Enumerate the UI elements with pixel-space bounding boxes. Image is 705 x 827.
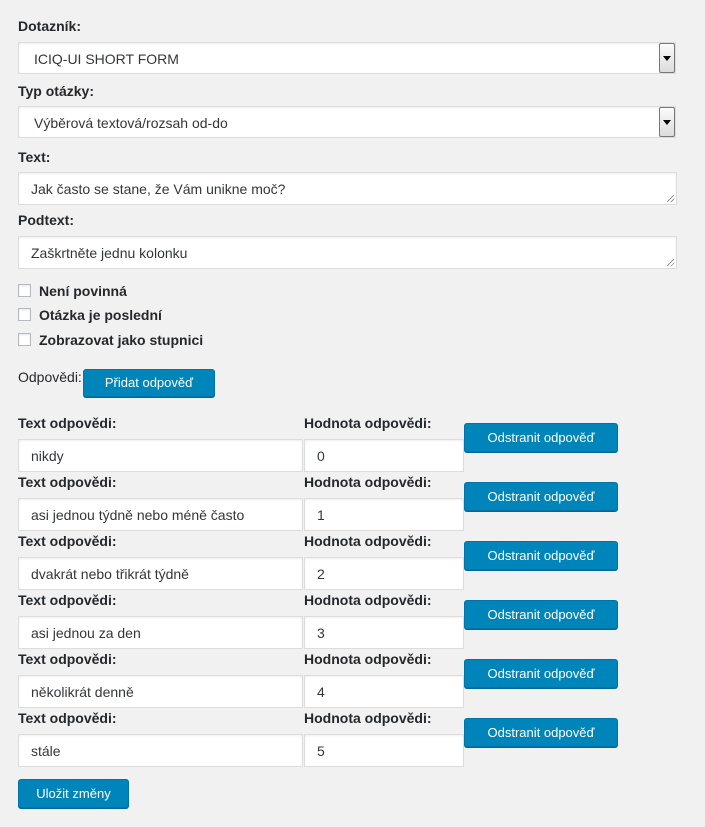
subtext-field[interactable] — [18, 236, 677, 269]
answer-text-input[interactable] — [18, 675, 303, 708]
last-question-checkbox[interactable] — [18, 308, 31, 321]
answer-text-label: Text odpovědi: — [18, 592, 117, 608]
answer-value-input[interactable] — [304, 616, 464, 649]
question-text-field[interactable] — [18, 172, 677, 205]
answer-text-label: Text odpovědi: — [18, 710, 117, 726]
answer-value-value: 3 — [317, 625, 325, 641]
remove-answer-button[interactable]: Odstranit odpověď — [464, 482, 618, 511]
answer-text-value: několikrát denně — [31, 684, 134, 700]
show-as-scale-checkbox[interactable] — [18, 333, 31, 346]
answer-value-value: 2 — [317, 566, 325, 582]
subtext-label: Podtext: — [18, 212, 74, 228]
resize-grip-icon[interactable] — [667, 259, 674, 266]
not-required-checkbox[interactable] — [18, 284, 31, 297]
chevron-down-icon[interactable] — [659, 107, 675, 137]
answer-value-value: 5 — [317, 743, 325, 759]
resize-grip-icon[interactable] — [667, 195, 674, 202]
answer-value-input[interactable] — [304, 498, 464, 531]
answer-text-value: asi jednou za den — [31, 625, 141, 641]
answer-value-input[interactable] — [304, 734, 464, 767]
answer-value-label: Hodnota odpovědi: — [304, 474, 432, 490]
answer-text-input[interactable] — [18, 557, 303, 590]
answer-text-input[interactable] — [18, 616, 303, 649]
question-text-value: Jak často se stane, že Vám unikne moč? — [31, 181, 286, 197]
answer-value-value: 1 — [317, 507, 325, 523]
chevron-down-icon[interactable] — [659, 43, 675, 73]
answer-value-input[interactable] — [304, 675, 464, 708]
answer-text-value: stále — [31, 743, 61, 759]
text-label: Text: — [18, 149, 51, 165]
add-answer-button[interactable]: Přidat odpověď — [83, 369, 215, 397]
questionnaire-label: Dotazník: — [18, 18, 81, 34]
answer-value-label: Hodnota odpovědi: — [304, 651, 432, 667]
remove-answer-button[interactable]: Odstranit odpověď — [464, 659, 618, 688]
answer-text-input[interactable] — [18, 439, 303, 472]
show-as-scale-label: Zobrazovat jako stupnici — [39, 332, 204, 348]
remove-answer-button[interactable]: Odstranit odpověď — [464, 718, 618, 747]
answer-value-value: 0 — [317, 448, 325, 464]
save-button[interactable]: Uložit změny — [18, 779, 129, 808]
answers-label: Odpovědi: — [18, 369, 82, 385]
questionnaire-select-value: ICIQ-UI SHORT FORM — [34, 51, 179, 67]
answer-value-label: Hodnota odpovědi: — [304, 710, 432, 726]
answer-value-label: Hodnota odpovědi: — [304, 592, 432, 608]
answer-value-value: 4 — [317, 684, 325, 700]
not-required-label: Není povinná — [39, 283, 127, 299]
answer-text-value: asi jednou týdně nebo méně často — [31, 507, 245, 523]
answer-text-label: Text odpovědi: — [18, 474, 117, 490]
answer-text-value: dvakrát nebo třikrát týdně — [31, 566, 189, 582]
answer-value-label: Hodnota odpovědi: — [304, 533, 432, 549]
answer-value-input[interactable] — [304, 557, 464, 590]
answer-text-input[interactable] — [18, 734, 303, 767]
answer-text-label: Text odpovědi: — [18, 415, 117, 431]
answer-text-value: nikdy — [31, 448, 64, 464]
remove-answer-button[interactable]: Odstranit odpověď — [464, 423, 618, 452]
last-question-label: Otázka je poslední — [39, 307, 162, 323]
question-type-select-value: Výběrová textová/rozsah od-do — [34, 115, 228, 131]
answer-value-label: Hodnota odpovědi: — [304, 415, 432, 431]
questionnaire-select[interactable] — [18, 42, 676, 74]
answer-text-input[interactable] — [18, 498, 303, 531]
answer-text-label: Text odpovědi: — [18, 533, 117, 549]
remove-answer-button[interactable]: Odstranit odpověď — [464, 600, 618, 629]
answer-value-input[interactable] — [304, 439, 464, 472]
question-type-select[interactable] — [18, 106, 676, 138]
question-type-label: Typ otázky: — [18, 83, 94, 99]
subtext-value: Zaškrtněte jednu kolonku — [31, 245, 188, 261]
remove-answer-button[interactable]: Odstranit odpověď — [464, 541, 618, 570]
answer-text-label: Text odpovědi: — [18, 651, 117, 667]
